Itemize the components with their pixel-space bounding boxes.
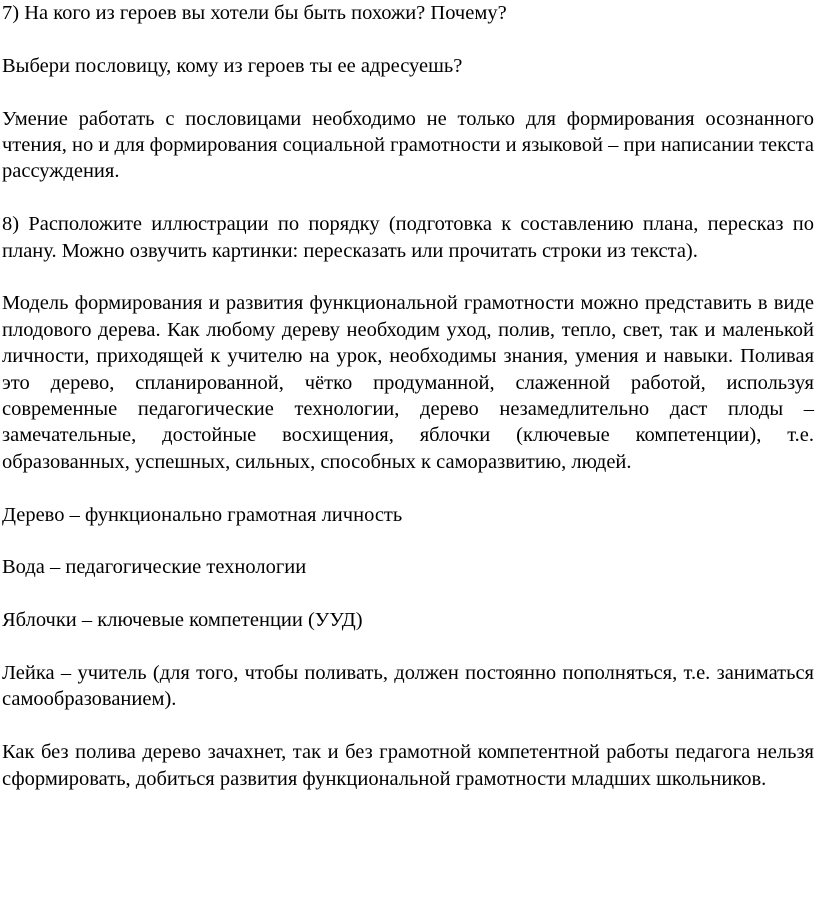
document-page	[2, 0, 814, 792]
question-heroes: 7) На кого из героев вы хотели бы быть похожи? Почему?	[2, 2, 507, 24]
question-proverb: Выбери пословицу, кому из героев ты ее адресуешь?	[2, 54, 463, 77]
definition-apples: Яблочки – ключевые компетенции (УУД)	[2, 609, 363, 632]
paragraph-illustrations-order: 8) Расположите иллюстрации по порядку (подготовка к составлению плана, пересказ по плану. Можно озвучить картинки: пересказать или прочитать строки из текста).	[2, 213, 814, 262]
paragraph-tree-model: Модель формирования и развития функциональной грамотности можно представить в виде плодового дерева. Как любому дереву необходим уход, полив, тепло, свет, так и маленькой личности, приходящей к учителю на урок, необходимы знания, умения и навыки. Поливая это дерево, спланированной, чётко продуманной, слаженной работой, используя современные педагогические технологии, дерево незамедлительно даст плоды – замечательные, достойные восхищения, яблочки (ключевые компетенции), т.е. образованных, успешных, сильных, способных к саморазвитию, людей.	[2, 292, 814, 473]
definition-water: Вода – педагогические технологии	[2, 556, 307, 579]
definition-tree: Дерево – функционально грамотная личность	[2, 503, 403, 526]
definition-watering-can: Лейка – учитель (для того, чтобы поливать, должен постоянно пополняться, т.е. заниматься самообразованием).	[2, 662, 814, 711]
paragraph-proverbs-skill: Умение работать с пословицами необходимо не только для формирования осознанного чтения, но и для формирования социальной грамотности и языковой – при написании текста рассуждения.	[2, 107, 814, 183]
paragraph-conclusion: Как без полива дерево зачахнет, так и без грамотной компетентной работы педагога нельзя сформировать, добиться развития функциональной грамотности младших школьников.	[2, 741, 814, 790]
